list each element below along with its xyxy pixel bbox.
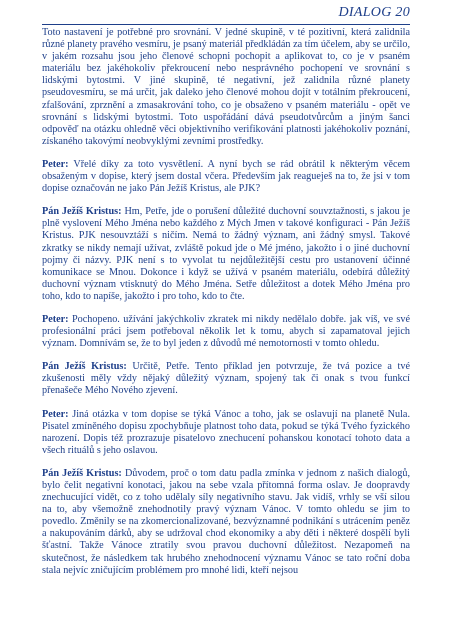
page-header — [42, 4, 410, 25]
dialog-text — [42, 27, 410, 588]
speaker-name: Pán Ježíš Kristus: — [42, 206, 122, 218]
paragraph — [42, 468, 410, 577]
header-title: DIALOG 20 — [338, 5, 410, 20]
paragraph-text: Vřelé díky za toto vysvětlení. A nyní bych se rád obrátil k některým věcem obsaženým v dopise, který jsem dostal včera. Především jak reagueješ na to, že jsi v tom dopise označován ne jako Pán Ježíš Kristus, ale PJK? — [42, 158, 410, 195]
paragraph — [42, 361, 410, 397]
paragraph — [42, 206, 410, 303]
paragraph — [42, 314, 410, 350]
paragraph-text: Hm, Petře, jde o porušení důležité duchovní souvztažnosti, s jakou je plně vyslovení Mého Jména nebo každého z Mých Jmen v takové konfiguraci - Pán Ježíš Kristus. PJK nesouvztáží s ničím. Nemá to žádný význam, ani žádný smysl. Takové zkratky se nikdy nemají užívat, zvláště pokud jde o Mé jméno, jakožto i o jiné duchovní pojmy či názvy. PJK není s to vyvolat tu nejdůležitější cestu pro ustanovení účinné komunikace se Mnou. Dokonce i když se užívá v psaném materiálu, odebírá důležitý duchovní význam vtisknutý do Mého Jména. Setře důležitost a dotek Mého Jména pro toho, kdo to napíše, jakožto i pro toho, kdo to čte. — [42, 206, 410, 302]
paragraph-text: Důvodem, proč o tom datu padla zmínka v jednom z našich dialogů, bylo čelit negativní konotaci, jakou na sebe vzala přítomná forma oslav. Je doopravdy znechucující vidět, co z toho udělaly síly negativního stavu. Jak vidíš, vrhly se vší silou na to, aby všemožně znehodnotily pravý význam Vánoc. V tomto ohledu se jim to povedlo. Změnily se na zkomercionalizované, bezvýznamné podnikání s utrácením peněz a nakupováním dárků, aby se udržoval chod ekonomiky a aby děti i některé dospělí byli šťastní. Takže Vánoce ztratily svou pravou duchovní důležitost. Nezapomeň na skutečnost, že následkem tak hrubého znehodnocení významu Vánoc se tato roční doba stala nejvíc zničujícím problémem pro mnohé lidi, kteří nejsou — [42, 467, 410, 576]
paragraph-text: Jiná otázka v tom dopise se týká Vánoc a toho, jak se oslavují na planetě Nula. Pisatel zmíněného dopisu zpochybňuje platnost toho data, pokud se týká Tvého fyzického narození. Dopis též prozrazuje pisatelovo znechucení pohanskou konotací tohoto data a všech rituálů s jeho oslavou. — [42, 408, 410, 456]
paragraph — [42, 27, 410, 148]
paragraph — [42, 409, 410, 457]
speaker-name: Peter: — [42, 408, 69, 420]
paragraph-text: Určitě, Petře. Tento příklad jen potvrzuje, že tvá pozice a tvé zkušenosti měly vždy nějaký důležitý význam, spojený tak či onak s tvou funkcí přenašeče Mého Nového zjevení. — [42, 361, 410, 397]
speaker-name: Peter: — [42, 313, 69, 325]
paragraph — [42, 159, 410, 195]
speaker-name: Pán Ježíš Kristus: — [42, 467, 122, 479]
paragraph-text: Pochopeno. užívání jakýchkoliv zkratek mi nikdy nedělalo dobře. jak víš, ve své profesionální práci jsem potřeboval několik let k tomu, abych si zapamatoval jejich význam. Domnívám se, že to byl jeden z důvodů mé nemotornosti v tomto ohledu. — [42, 313, 410, 350]
paragraph-text: Toto nastavení je potřebné pro srovnání. V jedné skupině, v té pozitivní, která zalidnila různé planety pravého vesmíru, je psaný materiál předkládán za tím účelem, aby se určilo, v jakém rozsahu jsou jeho členové schopni pochopit a aplikovat to, co je v psaném materiálu bez jakéhokoliv překroucení nebo nesprávného pochopení ve srovnání s lidskými bytostmi. V jiné skupině, té negativní, jež zalidnila různé planety pseudovesmíru, se má určit, jak daleko jeho členové mohou dojít v totálním překroucení, zfalšování, zprznění a zmasakrování toho, co je obsaženo v psaném materiálu - opět ve srovnání s lidskými bytostmi. Toto uspořádání dává pseudotvůrcům a jiným šanci odpověď na otázku ohledně věci objektivního verifikování platnosti jakéhokoliv poznání, získaného takovýmí neobvyklými zevními prostředky. — [42, 27, 410, 147]
speaker-name: Peter: — [42, 158, 69, 170]
speaker-name: Pán Ježíš Kristus: — [42, 361, 127, 373]
